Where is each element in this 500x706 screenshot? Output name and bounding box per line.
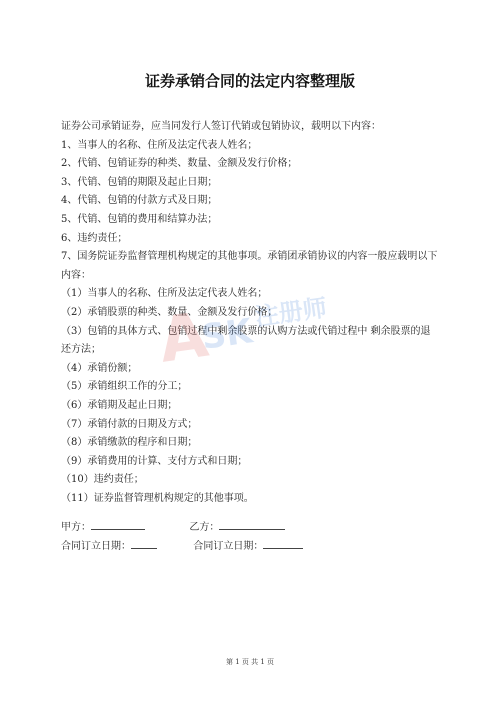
sub-list-item: （2）承销股票的种类、数量、金额及发行价格； — [61, 306, 278, 318]
intro-paragraph: 证券公司承销证券，应当同发行人签订代销或包销协议，载明以下内容： — [61, 121, 381, 132]
party-b-blank — [219, 519, 285, 530]
sub-list-item-3-line-1: （3）包销的具体方式、包销过程中剩余股票的认购方法或代销过程中 剩余股票的退 — [61, 325, 431, 337]
list-item-7-line-2: 内容： — [61, 269, 91, 281]
party-b-label: 乙方： — [189, 522, 220, 533]
date-signature-row — [61, 537, 303, 552]
party-signature-row — [61, 518, 285, 533]
list-item: 6、违约责任； — [61, 232, 128, 244]
page-footer: 第 1 页 共 1 页 — [225, 658, 275, 666]
sub-list-item: （8）承销缴款的程序和日期； — [61, 437, 198, 449]
sub-list-item: （9）承销费用的计算、支付方式和日期； — [61, 455, 248, 467]
list-item: 1、当事人的名称、住所及法定代表人姓名； — [61, 139, 258, 151]
sub-list-item: （1）当事人的名称、住所及法定代表人姓名； — [61, 288, 268, 300]
sub-list-item: （6）承销期及起止日期； — [61, 399, 178, 411]
party-a-blank — [91, 519, 145, 530]
sign-date-b-blank — [263, 538, 303, 549]
list-item-7-line-1: 7、国务院证券监督管理机构规定的其他事项。承销团承销协议的内容一般应载明以下 — [61, 251, 438, 263]
sub-list-item: （10）违约责任； — [61, 474, 144, 486]
sub-list-item-3-line-2: 还方法； — [61, 344, 101, 356]
svg-text:注册师: 注册师 — [253, 293, 329, 332]
document-body — [61, 118, 446, 508]
sub-list-item: （11）证券监督管理机构规定的其他事项。 — [61, 492, 254, 504]
sub-list-item: （5）承销组织工作的分工； — [61, 381, 188, 393]
sub-list-item: （4）承销份额； — [61, 362, 138, 374]
sub-list-item: （7）承销付款的日期及方式； — [61, 418, 198, 430]
list-item: 3、代销、包销的期限及起止日期； — [61, 176, 218, 188]
list-item: 5、代销、包销的费用和结算办法； — [61, 213, 218, 225]
sign-date-a-label: 合同订立日期： — [61, 541, 131, 552]
list-item: 2、代销、包销证券的种类、数量、金额及发行价格； — [61, 158, 298, 170]
list-item: 4、代销、包销的付款方式及日期； — [61, 195, 218, 207]
sign-date-b-label: 合同订立日期： — [193, 541, 264, 552]
party-a-label: 甲方： — [61, 522, 91, 533]
svg-text:A: A — [154, 297, 213, 377]
page-title: 证券承销合同的法定内容整理版 — [144, 72, 355, 90]
svg-text:SK: SK — [198, 311, 255, 358]
sign-date-a-blank — [131, 538, 157, 549]
